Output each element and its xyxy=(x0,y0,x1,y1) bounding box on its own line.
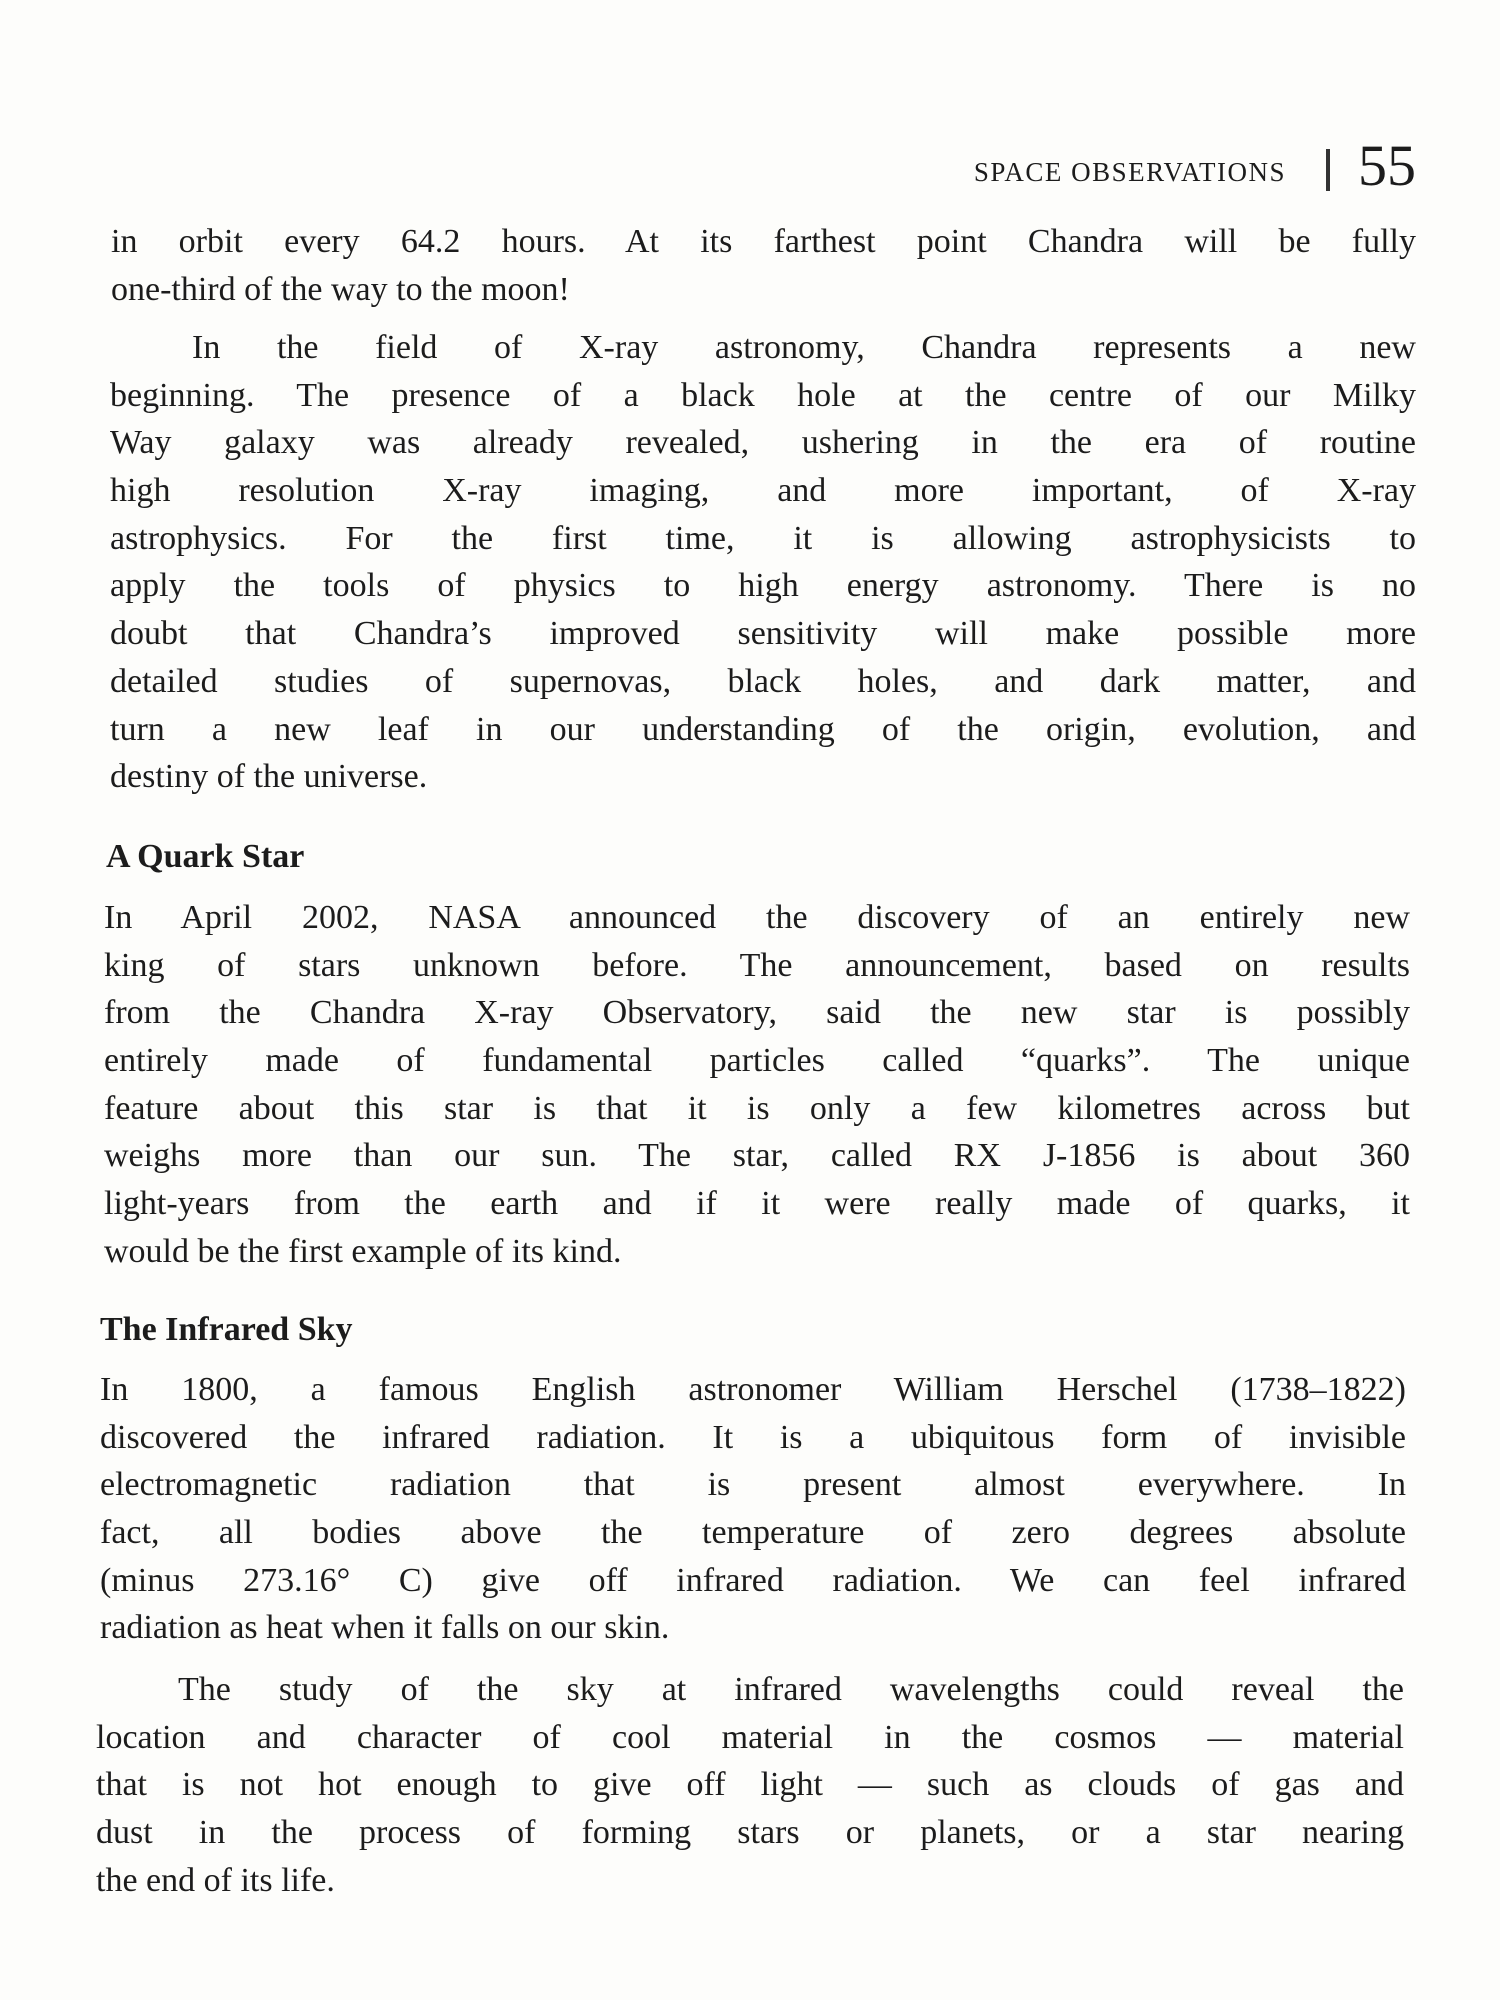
paragraph-quark-star xyxy=(104,894,1410,1276)
paragraph-orbit xyxy=(111,218,1416,313)
text-line: (minus 273.16° C) give off infrared radiation. We can feel infrared xyxy=(100,1561,1406,1599)
text-line: king of stars unknown before. The announcement, based on results xyxy=(104,946,1410,984)
section-heading-infrared-sky: The Infrared Sky xyxy=(100,1311,353,1348)
text-line: dust in the process of forming stars or planets, or a star nearing xyxy=(96,1814,1404,1852)
text-line: weighs more than our sun. The star, called RX J-1856 is about 360 xyxy=(104,1137,1410,1175)
text-line: doubt that Chandra’s improved sensitivity will make possible more xyxy=(110,615,1416,653)
text-line: entirely made of fundamental particles called “quarks”. The unique xyxy=(104,1042,1410,1080)
text-line: detailed studies of supernovas, black holes, and dark matter, and xyxy=(110,662,1416,700)
text-line: light-years from the earth and if it were really made of quarks, it xyxy=(104,1185,1410,1223)
text-line: discovered the infrared radiation. It is a ubiquitous form of invisible xyxy=(100,1418,1406,1456)
text-line: fact, all bodies above the temperature of zero degrees absolute xyxy=(100,1514,1406,1552)
text-line: feature about this star is that it is only a few kilometres across but xyxy=(104,1089,1410,1127)
text-line: high resolution X-ray imaging, and more important, of X-ray xyxy=(110,472,1416,510)
text-line: one-third of the way to the moon! xyxy=(111,270,570,308)
text-line: apply the tools of physics to high energy astronomy. There is no xyxy=(110,567,1416,605)
text-line: electromagnetic radiation that is present almost everywhere. In xyxy=(100,1466,1406,1504)
text-line: turn a new leaf in our understanding of the origin, evolution, and xyxy=(110,710,1416,748)
running-header xyxy=(0,133,1416,198)
text-line: in orbit every 64.2 hours. At its farthest point Chandra will be fully xyxy=(111,223,1416,260)
section-heading-quark-star: A Quark Star xyxy=(106,838,305,875)
text-line: In the field of X-ray astronomy, Chandra represents a new xyxy=(192,329,1416,366)
header-divider xyxy=(1326,149,1330,191)
text-line: The study of the sky at infrared wavelengths could reveal the xyxy=(178,1671,1404,1708)
text-line: that is not hot enough to give off light — such as clouds of gas and xyxy=(96,1766,1404,1804)
text-line: location and character of cool material in the cosmos — material xyxy=(96,1718,1404,1756)
text-line: In April 2002, NASA announced the discovery of an entirely new xyxy=(104,899,1410,936)
paragraph-infrared-discovery xyxy=(100,1366,1406,1652)
text-line: astrophysics. For the first time, it is allowing astrophysicists to xyxy=(110,519,1416,557)
paragraph-xray-astronomy xyxy=(110,324,1416,801)
text-line: would be the first example of its kind. xyxy=(104,1232,622,1270)
text-line: In 1800, a famous English astronomer William Herschel (1738–1822) xyxy=(100,1371,1406,1408)
text-line: destiny of the universe. xyxy=(110,758,428,796)
paragraph-infrared-study xyxy=(96,1666,1404,1904)
text-line: Way galaxy was already revealed, ushering in the era of routine xyxy=(110,424,1416,462)
page-number: 55 xyxy=(1358,133,1416,198)
text-line: radiation as heat when it falls on our skin. xyxy=(100,1609,670,1647)
text-line: beginning. The presence of a black hole at the centre of our Milky xyxy=(110,376,1416,414)
running-title: SPACE OBSERVATIONS xyxy=(973,156,1286,187)
text-line: the end of its life. xyxy=(96,1861,335,1899)
text-line: from the Chandra X-ray Observatory, said the new star is possibly xyxy=(104,994,1410,1032)
